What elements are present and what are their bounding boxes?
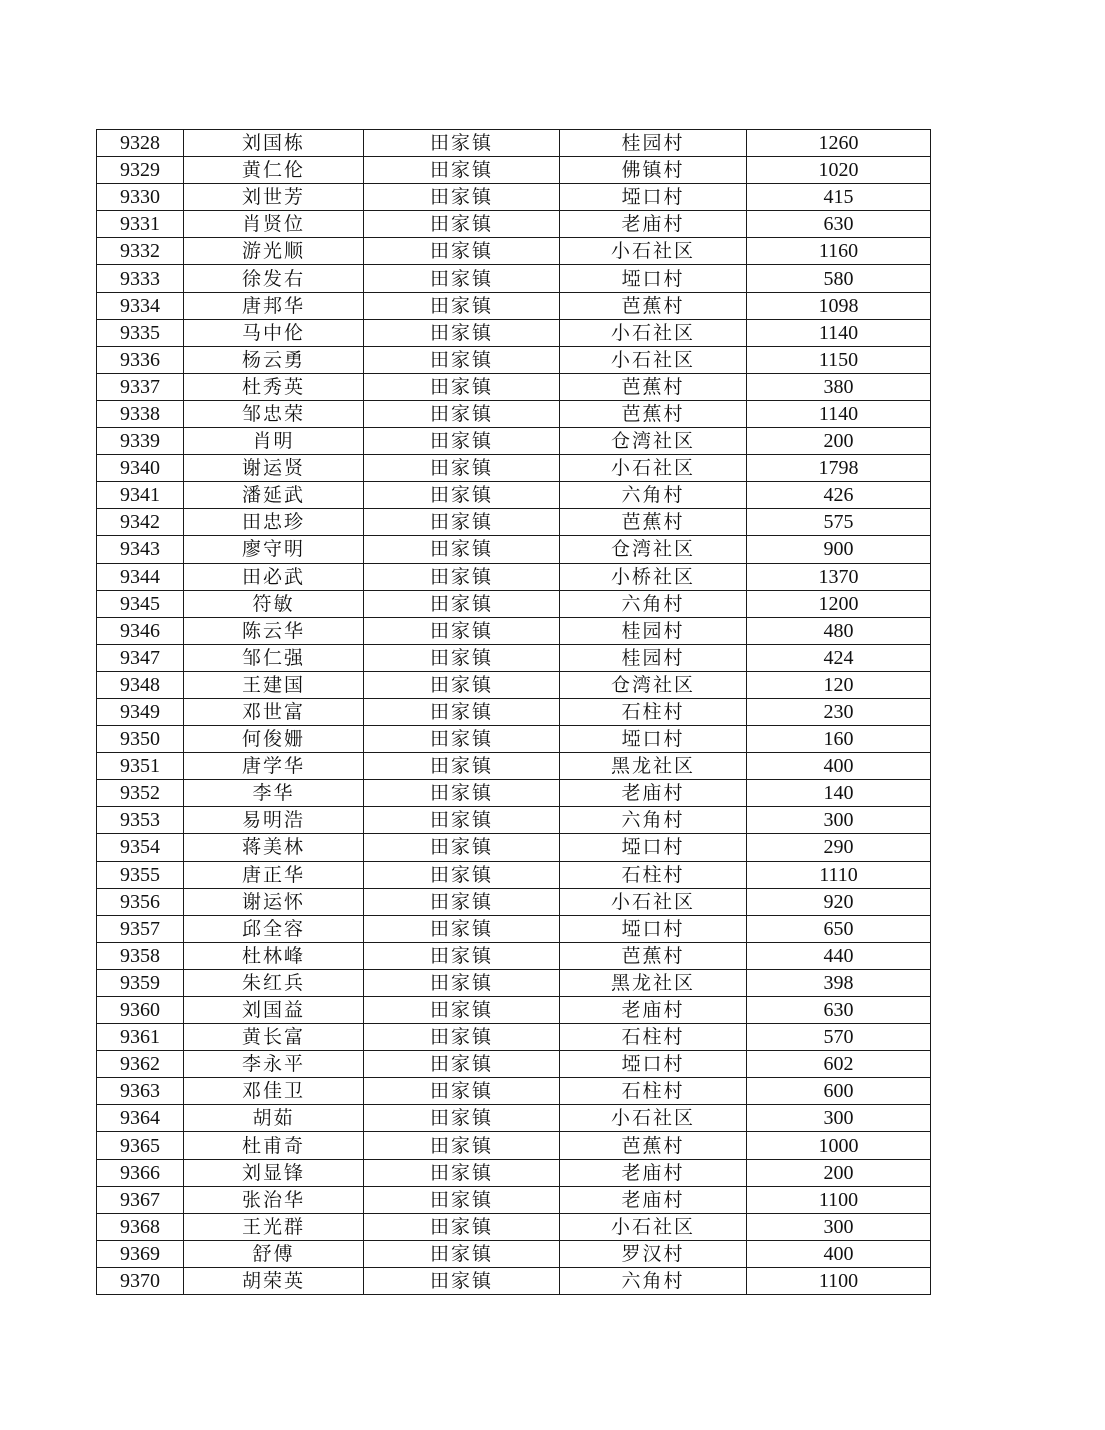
amount-cell: 1200 <box>747 590 931 617</box>
name-cell: 李永平 <box>184 1051 364 1078</box>
amount-cell: 400 <box>747 753 931 780</box>
amount-cell: 200 <box>747 1159 931 1186</box>
town-cell: 田家镇 <box>364 997 560 1024</box>
town-cell: 田家镇 <box>364 1159 560 1186</box>
village-cell: 芭蕉村 <box>560 942 747 969</box>
serial-number-cell: 9353 <box>97 807 184 834</box>
serial-number-cell: 9339 <box>97 428 184 455</box>
amount-cell: 1140 <box>747 319 931 346</box>
village-cell: 小石社区 <box>560 888 747 915</box>
village-cell: 黑龙社区 <box>560 753 747 780</box>
town-cell: 田家镇 <box>364 969 560 996</box>
serial-number-cell: 9341 <box>97 482 184 509</box>
amount-cell: 160 <box>747 726 931 753</box>
town-cell: 田家镇 <box>364 400 560 427</box>
table-row <box>97 157 931 184</box>
table-row <box>97 1159 931 1186</box>
town-cell: 田家镇 <box>364 211 560 238</box>
town-cell: 田家镇 <box>364 671 560 698</box>
name-cell: 邱全容 <box>184 915 364 942</box>
serial-number-cell: 9344 <box>97 563 184 590</box>
village-cell: 小石社区 <box>560 319 747 346</box>
town-cell: 田家镇 <box>364 1078 560 1105</box>
village-cell: 芭蕉村 <box>560 373 747 400</box>
serial-number-cell: 9355 <box>97 861 184 888</box>
amount-cell: 120 <box>747 671 931 698</box>
village-cell: 埡口村 <box>560 834 747 861</box>
name-cell: 何俊姗 <box>184 726 364 753</box>
serial-number-cell: 9335 <box>97 319 184 346</box>
table-row <box>97 373 931 400</box>
table-row <box>97 834 931 861</box>
village-cell: 芭蕉村 <box>560 400 747 427</box>
table-row <box>97 1240 931 1267</box>
name-cell: 游光顺 <box>184 238 364 265</box>
town-cell: 田家镇 <box>364 563 560 590</box>
name-cell: 陈云华 <box>184 617 364 644</box>
town-cell: 田家镇 <box>364 1132 560 1159</box>
serial-number-cell: 9348 <box>97 671 184 698</box>
serial-number-cell: 9343 <box>97 536 184 563</box>
table-row <box>97 997 931 1024</box>
town-cell: 田家镇 <box>364 780 560 807</box>
amount-cell: 1000 <box>747 1132 931 1159</box>
village-cell: 小石社区 <box>560 346 747 373</box>
table-row <box>97 942 931 969</box>
village-cell: 桂园村 <box>560 617 747 644</box>
name-cell: 邹仁强 <box>184 644 364 671</box>
table-row <box>97 698 931 725</box>
name-cell: 田必武 <box>184 563 364 590</box>
table-row <box>97 671 931 698</box>
village-cell: 六角村 <box>560 482 747 509</box>
serial-number-cell: 9370 <box>97 1267 184 1294</box>
table-row <box>97 888 931 915</box>
serial-number-cell: 9350 <box>97 726 184 753</box>
serial-number-cell: 9336 <box>97 346 184 373</box>
serial-number-cell: 9351 <box>97 753 184 780</box>
town-cell: 田家镇 <box>364 644 560 671</box>
village-cell: 芭蕉村 <box>560 292 747 319</box>
name-cell: 符敏 <box>184 590 364 617</box>
town-cell: 田家镇 <box>364 807 560 834</box>
table-row <box>97 455 931 482</box>
table-row <box>97 780 931 807</box>
table-row <box>97 617 931 644</box>
village-cell: 埡口村 <box>560 726 747 753</box>
name-cell: 杨云勇 <box>184 346 364 373</box>
serial-number-cell: 9342 <box>97 509 184 536</box>
village-cell: 仓湾社区 <box>560 536 747 563</box>
amount-cell: 290 <box>747 834 931 861</box>
amount-cell: 300 <box>747 807 931 834</box>
name-cell: 舒傅 <box>184 1240 364 1267</box>
town-cell: 田家镇 <box>364 861 560 888</box>
name-cell: 肖贤位 <box>184 211 364 238</box>
town-cell: 田家镇 <box>364 698 560 725</box>
name-cell: 刘世芳 <box>184 184 364 211</box>
serial-number-cell: 9328 <box>97 130 184 157</box>
name-cell: 胡茹 <box>184 1105 364 1132</box>
amount-cell: 630 <box>747 211 931 238</box>
amount-cell: 900 <box>747 536 931 563</box>
table-row <box>97 211 931 238</box>
village-cell: 埡口村 <box>560 184 747 211</box>
amount-cell: 650 <box>747 915 931 942</box>
table-row <box>97 1105 931 1132</box>
town-cell: 田家镇 <box>364 1240 560 1267</box>
town-cell: 田家镇 <box>364 238 560 265</box>
amount-cell: 1150 <box>747 346 931 373</box>
town-cell: 田家镇 <box>364 509 560 536</box>
amount-cell: 230 <box>747 698 931 725</box>
serial-number-cell: 9352 <box>97 780 184 807</box>
amount-cell: 1370 <box>747 563 931 590</box>
village-cell: 埡口村 <box>560 915 747 942</box>
amount-cell: 580 <box>747 265 931 292</box>
name-cell: 刘显锋 <box>184 1159 364 1186</box>
village-cell: 桂园村 <box>560 130 747 157</box>
serial-number-cell: 9357 <box>97 915 184 942</box>
serial-number-cell: 9367 <box>97 1186 184 1213</box>
table-row <box>97 969 931 996</box>
village-cell: 佛镇村 <box>560 157 747 184</box>
serial-number-cell: 9340 <box>97 455 184 482</box>
town-cell: 田家镇 <box>364 942 560 969</box>
table-row <box>97 1267 931 1294</box>
town-cell: 田家镇 <box>364 319 560 346</box>
amount-cell: 1020 <box>747 157 931 184</box>
amount-cell: 440 <box>747 942 931 969</box>
table-row <box>97 130 931 157</box>
name-cell: 谢运贤 <box>184 455 364 482</box>
table-row <box>97 807 931 834</box>
table-row <box>97 563 931 590</box>
town-cell: 田家镇 <box>364 1267 560 1294</box>
table-row <box>97 428 931 455</box>
amount-cell: 570 <box>747 1024 931 1051</box>
table-row <box>97 400 931 427</box>
village-cell: 仓湾社区 <box>560 671 747 698</box>
name-cell: 潘延武 <box>184 482 364 509</box>
serial-number-cell: 9361 <box>97 1024 184 1051</box>
serial-number-cell: 9347 <box>97 644 184 671</box>
village-cell: 六角村 <box>560 1267 747 1294</box>
town-cell: 田家镇 <box>364 617 560 644</box>
town-cell: 田家镇 <box>364 590 560 617</box>
amount-cell: 1160 <box>747 238 931 265</box>
serial-number-cell: 9364 <box>97 1105 184 1132</box>
serial-number-cell: 9356 <box>97 888 184 915</box>
name-cell: 邓世富 <box>184 698 364 725</box>
village-cell: 小石社区 <box>560 1213 747 1240</box>
amount-cell: 480 <box>747 617 931 644</box>
name-cell: 胡荣英 <box>184 1267 364 1294</box>
table-row <box>97 644 931 671</box>
village-cell: 老庙村 <box>560 1186 747 1213</box>
town-cell: 田家镇 <box>364 482 560 509</box>
village-cell: 石柱村 <box>560 1078 747 1105</box>
table-row <box>97 1213 931 1240</box>
serial-number-cell: 9365 <box>97 1132 184 1159</box>
village-cell: 老庙村 <box>560 1159 747 1186</box>
serial-number-cell: 9359 <box>97 969 184 996</box>
amount-cell: 400 <box>747 1240 931 1267</box>
serial-number-cell: 9360 <box>97 997 184 1024</box>
table-row <box>97 915 931 942</box>
village-cell: 老庙村 <box>560 997 747 1024</box>
serial-number-cell: 9338 <box>97 400 184 427</box>
town-cell: 田家镇 <box>364 455 560 482</box>
village-cell: 小石社区 <box>560 1105 747 1132</box>
table-row <box>97 346 931 373</box>
table-row <box>97 265 931 292</box>
table-row <box>97 1132 931 1159</box>
serial-number-cell: 9329 <box>97 157 184 184</box>
amount-cell: 602 <box>747 1051 931 1078</box>
serial-number-cell: 9362 <box>97 1051 184 1078</box>
amount-cell: 415 <box>747 184 931 211</box>
name-cell: 黄长富 <box>184 1024 364 1051</box>
village-cell: 埡口村 <box>560 265 747 292</box>
amount-cell: 1140 <box>747 400 931 427</box>
town-cell: 田家镇 <box>364 1213 560 1240</box>
table-row <box>97 1024 931 1051</box>
name-cell: 王光群 <box>184 1213 364 1240</box>
serial-number-cell: 9369 <box>97 1240 184 1267</box>
serial-number-cell: 9358 <box>97 942 184 969</box>
amount-cell: 1260 <box>747 130 931 157</box>
town-cell: 田家镇 <box>364 726 560 753</box>
town-cell: 田家镇 <box>364 292 560 319</box>
name-cell: 李华 <box>184 780 364 807</box>
village-cell: 石柱村 <box>560 861 747 888</box>
serial-number-cell: 9354 <box>97 834 184 861</box>
amount-cell: 300 <box>747 1213 931 1240</box>
amount-cell: 1100 <box>747 1186 931 1213</box>
amount-cell: 575 <box>747 509 931 536</box>
amount-cell: 600 <box>747 1078 931 1105</box>
amount-cell: 1798 <box>747 455 931 482</box>
table-row <box>97 184 931 211</box>
serial-number-cell: 9368 <box>97 1213 184 1240</box>
amount-cell: 300 <box>747 1105 931 1132</box>
table-row <box>97 319 931 346</box>
village-cell: 芭蕉村 <box>560 509 747 536</box>
name-cell: 张治华 <box>184 1186 364 1213</box>
amount-cell: 630 <box>747 997 931 1024</box>
name-cell: 马中伦 <box>184 319 364 346</box>
town-cell: 田家镇 <box>364 184 560 211</box>
roster-table-body <box>97 130 931 1295</box>
table-row <box>97 1078 931 1105</box>
name-cell: 黄仁伦 <box>184 157 364 184</box>
name-cell: 邹忠荣 <box>184 400 364 427</box>
name-cell: 杜林峰 <box>184 942 364 969</box>
name-cell: 刘国栋 <box>184 130 364 157</box>
serial-number-cell: 9337 <box>97 373 184 400</box>
name-cell: 邓佳卫 <box>184 1078 364 1105</box>
town-cell: 田家镇 <box>364 1024 560 1051</box>
village-cell: 芭蕉村 <box>560 1132 747 1159</box>
town-cell: 田家镇 <box>364 346 560 373</box>
name-cell: 谢运怀 <box>184 888 364 915</box>
serial-number-cell: 9332 <box>97 238 184 265</box>
name-cell: 刘国益 <box>184 997 364 1024</box>
table-row <box>97 536 931 563</box>
village-cell: 黑龙社区 <box>560 969 747 996</box>
serial-number-cell: 9334 <box>97 292 184 319</box>
serial-number-cell: 9330 <box>97 184 184 211</box>
amount-cell: 398 <box>747 969 931 996</box>
table-row <box>97 509 931 536</box>
name-cell: 徐发右 <box>184 265 364 292</box>
name-cell: 杜秀英 <box>184 373 364 400</box>
town-cell: 田家镇 <box>364 915 560 942</box>
serial-number-cell: 9331 <box>97 211 184 238</box>
table-row <box>97 238 931 265</box>
name-cell: 王建国 <box>184 671 364 698</box>
village-cell: 小石社区 <box>560 238 747 265</box>
village-cell: 老庙村 <box>560 211 747 238</box>
serial-number-cell: 9366 <box>97 1159 184 1186</box>
serial-number-cell: 9363 <box>97 1078 184 1105</box>
village-cell: 桂园村 <box>560 644 747 671</box>
name-cell: 易明浩 <box>184 807 364 834</box>
amount-cell: 1098 <box>747 292 931 319</box>
amount-cell: 380 <box>747 373 931 400</box>
town-cell: 田家镇 <box>364 157 560 184</box>
table-row <box>97 726 931 753</box>
village-cell: 老庙村 <box>560 780 747 807</box>
serial-number-cell: 9346 <box>97 617 184 644</box>
town-cell: 田家镇 <box>364 1105 560 1132</box>
amount-cell: 1110 <box>747 861 931 888</box>
town-cell: 田家镇 <box>364 834 560 861</box>
village-cell: 六角村 <box>560 807 747 834</box>
town-cell: 田家镇 <box>364 373 560 400</box>
table-row <box>97 861 931 888</box>
name-cell: 杜甫奇 <box>184 1132 364 1159</box>
name-cell: 唐正华 <box>184 861 364 888</box>
town-cell: 田家镇 <box>364 888 560 915</box>
village-cell: 小石社区 <box>560 455 747 482</box>
town-cell: 田家镇 <box>364 1051 560 1078</box>
amount-cell: 200 <box>747 428 931 455</box>
village-cell: 罗汉村 <box>560 1240 747 1267</box>
town-cell: 田家镇 <box>364 1186 560 1213</box>
village-cell: 石柱村 <box>560 1024 747 1051</box>
amount-cell: 424 <box>747 644 931 671</box>
amount-cell: 920 <box>747 888 931 915</box>
village-cell: 小桥社区 <box>560 563 747 590</box>
town-cell: 田家镇 <box>364 428 560 455</box>
town-cell: 田家镇 <box>364 536 560 563</box>
name-cell: 田忠珍 <box>184 509 364 536</box>
table-row <box>97 590 931 617</box>
town-cell: 田家镇 <box>364 130 560 157</box>
amount-cell: 1100 <box>747 1267 931 1294</box>
roster-table <box>96 129 931 1295</box>
name-cell: 唐学华 <box>184 753 364 780</box>
village-cell: 仓湾社区 <box>560 428 747 455</box>
town-cell: 田家镇 <box>364 753 560 780</box>
amount-cell: 426 <box>747 482 931 509</box>
table-row <box>97 1051 931 1078</box>
name-cell: 蒋美林 <box>184 834 364 861</box>
table-row <box>97 1186 931 1213</box>
name-cell: 肖明 <box>184 428 364 455</box>
table-row <box>97 753 931 780</box>
amount-cell: 140 <box>747 780 931 807</box>
village-cell: 六角村 <box>560 590 747 617</box>
serial-number-cell: 9333 <box>97 265 184 292</box>
town-cell: 田家镇 <box>364 265 560 292</box>
serial-number-cell: 9349 <box>97 698 184 725</box>
name-cell: 廖守明 <box>184 536 364 563</box>
village-cell: 石柱村 <box>560 698 747 725</box>
serial-number-cell: 9345 <box>97 590 184 617</box>
name-cell: 唐邦华 <box>184 292 364 319</box>
village-cell: 埡口村 <box>560 1051 747 1078</box>
table-row <box>97 482 931 509</box>
table-row <box>97 292 931 319</box>
name-cell: 朱红兵 <box>184 969 364 996</box>
